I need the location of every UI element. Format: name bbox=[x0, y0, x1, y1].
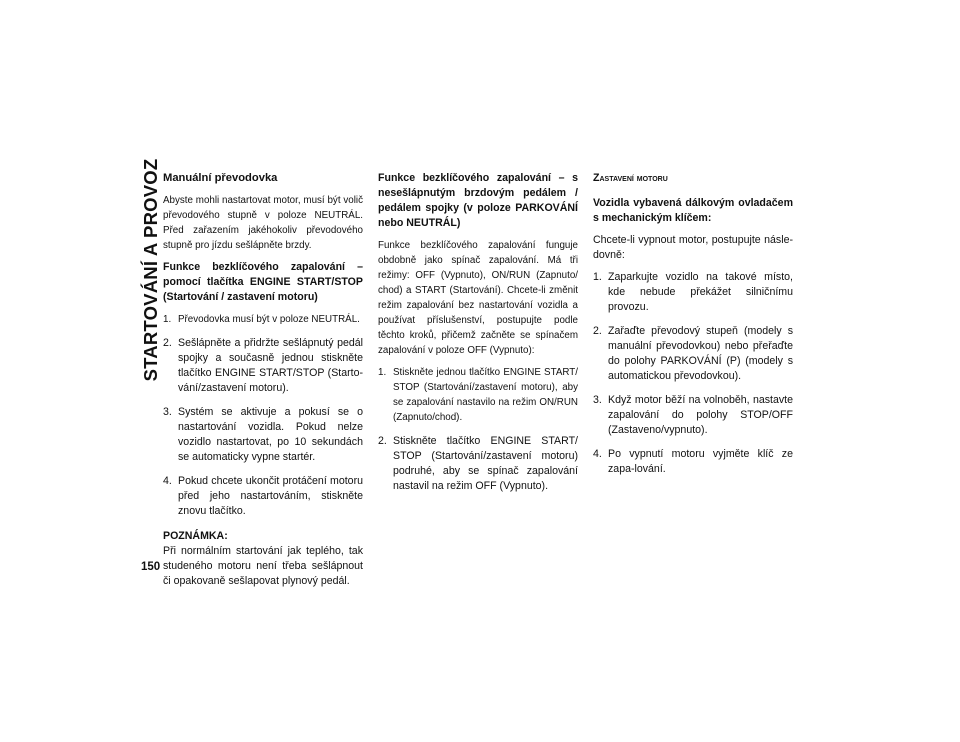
column-1 bbox=[163, 171, 363, 589]
column-3 bbox=[593, 171, 793, 486]
step-text: Stiskněte jednou tlačítko ENGINE START/ STOP (Startování/zastavení motoru), aby se zapalování nastavilo na režim ON/RUN (Zapnuto/chod). bbox=[393, 367, 578, 423]
step-number: 2. bbox=[378, 435, 387, 447]
step-number: 1. bbox=[378, 367, 387, 378]
step-text: Když motor běží na volnoběh, nastavte zapalování do polohy STOP/OFF (Zastaveno/vypnuto). bbox=[608, 394, 793, 436]
list-item bbox=[593, 270, 793, 315]
list-item bbox=[378, 365, 578, 425]
paragraph-manual-intro: Abyste mohli nastartovat motor, musí být volič převodového stupně v poloze NEUTRÁL. Před zařazením jakéhokoliv převodového stupně pro jízdu sešlápněte brzdy. bbox=[163, 195, 363, 251]
step-text: Systém se aktivuje a pokusí se o nastartování vozidla. Pokud nelze vozidlo nastartovat, po 10 sekundách se automaticky vypne startér. bbox=[178, 406, 363, 463]
list-item bbox=[593, 324, 793, 384]
column-2 bbox=[378, 171, 578, 503]
step-number: 4. bbox=[593, 448, 602, 460]
step-number: 1. bbox=[163, 314, 172, 325]
step-number: 3. bbox=[593, 394, 602, 406]
list-item bbox=[593, 393, 793, 438]
steps-list-col3 bbox=[593, 270, 793, 477]
page-number: 150 bbox=[141, 561, 161, 573]
steps-list-col2 bbox=[378, 365, 578, 494]
section-title-text: STARTOVÁNÍ A PROVOZ bbox=[140, 158, 161, 382]
note-title: POZNÁMKA: bbox=[163, 530, 228, 542]
step-number: 2. bbox=[593, 325, 602, 337]
steps-list-col1 bbox=[163, 312, 363, 519]
list-item bbox=[163, 474, 363, 519]
list-item bbox=[593, 447, 793, 477]
note-text: Při normálním startování jak teplého, tak studeného motoru není třeba sešlápnout či opakovaně sešlapovat plynový pedál. bbox=[163, 545, 363, 587]
paragraph-keyless-intro: Funkce bezklíčového zapalování funguje obdobně jako spínač zapalování. Má tři režimy: OFF (Vypnuto), ON/RUN (Zapnuto/ chod) a START (Startování). Chcete-li změnit režim zapalování bez nastartování vozidla a používat příslušenství, postupujte podle těchto kroků, přičemž začněte se spínačem zapalování v poloze OFF (Vypnuto): bbox=[378, 240, 578, 356]
step-number: 1. bbox=[593, 271, 602, 283]
heading-keyless-no-pedal: Funkce bezklíčového zapalování – s nesešlápnutým brzdovým pedálem / pedálem spojky (v poloze PARKOVÁNÍ nebo NEUTRÁL) bbox=[378, 172, 578, 229]
step-text: Po vypnutí motoru vyjměte klíč ze zapa-lování. bbox=[608, 448, 793, 475]
list-item bbox=[378, 434, 578, 494]
paragraph-stop-intro: Chcete-li vypnout motor, postupujte násle-dovně: bbox=[593, 234, 793, 261]
step-text: Zařaďte převodový stupeň (modely s manuální převodovkou) nebo přeřaďte do polohy PARKOVÁNÍ (P) (modely s automatickou převodovkou). bbox=[608, 325, 793, 382]
heading-manual-transmission: Manuální převodovka bbox=[163, 172, 278, 184]
step-number: 2. bbox=[163, 337, 172, 349]
step-number: 3. bbox=[163, 406, 172, 418]
list-item bbox=[163, 312, 363, 327]
subheading-remote-key: Vozidla vybavená dálkovým ovladačem s mechanickým klíčem: bbox=[593, 197, 793, 224]
step-text: Pokud chcete ukončit protáčení motoru před jeho nastartováním, stiskněte znovu tlačítko. bbox=[178, 475, 363, 517]
step-text: Sešlápněte a přidržte sešlápnutý pedál spojky a současně jednou stiskněte tlačítko ENGINE START/STOP (Starto-vání/zastavení motoru). bbox=[178, 337, 363, 394]
step-number: 4. bbox=[163, 475, 172, 487]
step-text: Zaparkujte vozidlo na takové místo, kde nebude překážet silničnímu provozu. bbox=[608, 271, 793, 313]
step-text: Stiskněte tlačítko ENGINE START/ STOP (Startování/zastavení motoru) podruhé, aby se spínač zapalování nastavil na režim OFF (Vypnuto). bbox=[393, 435, 578, 492]
section-title-vertical bbox=[140, 158, 162, 382]
heading-engine-stop: Zastavení motoru bbox=[593, 172, 668, 184]
step-text: Převodovka musí být v poloze NEUTRÁL. bbox=[178, 314, 360, 325]
subheading-keyless-start: Funkce bezklíčového zapalování – pomocí tlačítka ENGINE START/STOP (Startování / zastavení motoru) bbox=[163, 261, 363, 303]
list-item bbox=[163, 336, 363, 396]
list-item bbox=[163, 405, 363, 465]
